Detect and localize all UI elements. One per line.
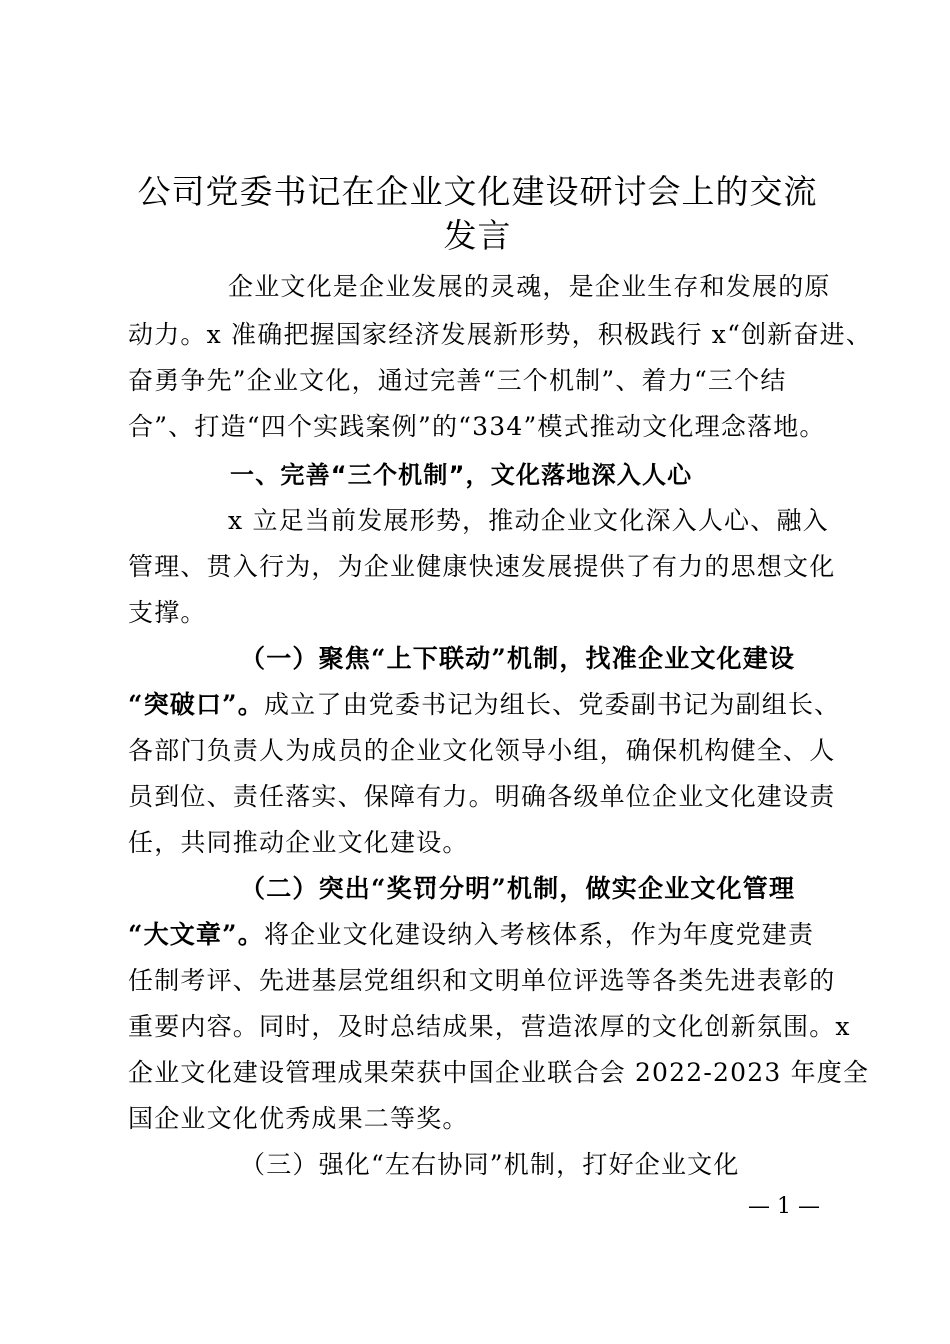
subsection-1-line-3: 员到位、责任落实、保障有力。明确各级单位企业文化建设责 — [128, 782, 836, 811]
subsection-2-line-4: 企业文化建设管理成果荣获中国企业联合会 2022-2023 年度全 — [128, 1058, 870, 1087]
subsection-2-text: 将企业文化建设纳入考核体系，作为年度党建责 — [263, 920, 815, 949]
title-line-2: 发言 — [443, 216, 512, 255]
subsection-1-line-4: 任，共同推动企业文化建设。 — [128, 828, 469, 857]
subsection-1-text: 成立了由党委书记为组长、党委副书记为副组长、 — [263, 690, 841, 719]
subsection-1-line-2: 各部门负责人为成员的企业文化领导小组，确保机构健全、人 — [128, 736, 836, 765]
intro-line-4: 合”、打造“四个实践案例”的“334”模式推动文化理念落地。 — [128, 412, 826, 441]
section-1-heading: 一、完善“三个机制”，文化落地深入人心 — [230, 461, 693, 489]
subsection-2-heading: （二）突出“奖罚分明”机制，做实企业文化管理 — [240, 874, 796, 903]
subsection-1-line-1 — [128, 690, 840, 720]
intro-line-2: 动力。x 准确把握国家经济发展新形势，积极践行 x“创新奋进、 — [128, 320, 873, 349]
subsection-2-line-3: 重要内容。同时，及时总结成果，营造浓厚的文化创新氛围。x — [128, 1012, 851, 1041]
subsection-3-heading: （三）强化“左右协同”机制，打好企业文化 — [240, 1150, 740, 1179]
intro-line-3: 奋勇争先”企业文化，通过完善“三个机制”、着力“三个结 — [128, 366, 787, 395]
section-1-line-2: 管理、贯入行为，为企业健康快速发展提供了有力的思想文化 — [128, 552, 836, 581]
page-number: — 1 — — [748, 1194, 820, 1219]
section-1-line-3: 支撑。 — [128, 598, 207, 627]
intro-line-1: 企业文化是企业发展的灵魂，是企业生存和发展的原 — [228, 272, 831, 301]
section-1-line-1: x 立足当前发展形势，推动企业文化深入人心、融入 — [228, 506, 829, 535]
subsection-2-line-2: 任制考评、先进基层党组织和文明单位评选等各类先进表彰的 — [128, 966, 836, 995]
document-title — [120, 170, 835, 258]
subsection-1-heading: （一）聚焦“上下联动”机制，找准企业文化建设 — [240, 644, 796, 673]
subsection-2-line-5: 国企业文化优秀成果二等奖。 — [128, 1104, 469, 1133]
subsection-1-heading-cont: “突破口”。 — [128, 690, 264, 719]
subsection-2-heading-cont: “大文章”。 — [128, 920, 264, 949]
title-line-1: 公司党委书记在企业文化建设研讨会上的交流 — [137, 172, 818, 211]
subsection-2-line-1 — [128, 920, 814, 950]
